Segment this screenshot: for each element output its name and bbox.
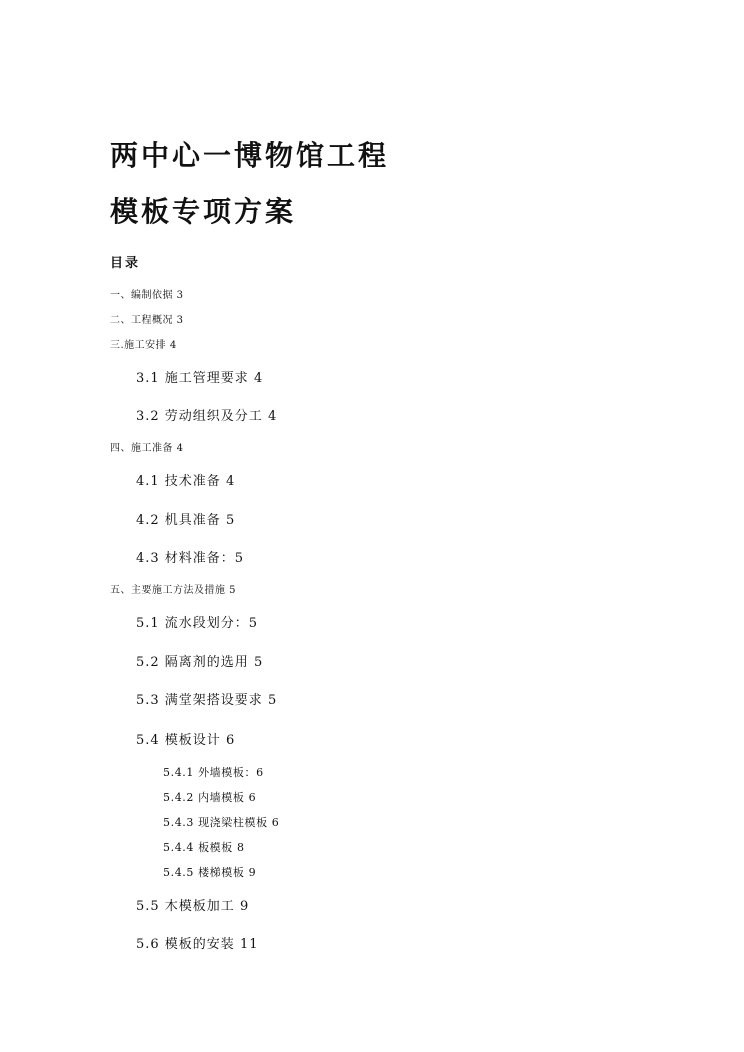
toc-entry[interactable]: 5.6 模板的安装 11 (136, 937, 259, 952)
toc-entry[interactable]: 5.4.5 楼梯模板 9 (163, 866, 257, 879)
toc-entry[interactable]: 一、编制依据 3 (110, 290, 184, 301)
toc-entry[interactable]: 3.1 施工管理要求 4 (136, 371, 264, 386)
toc-entry[interactable]: 4.2 机具准备 5 (136, 513, 236, 528)
toc-entry[interactable]: 三.施工安排 4 (110, 340, 177, 351)
toc-entry[interactable]: 3.2 劳动组织及分工 4 (136, 409, 278, 424)
toc-entry[interactable]: 5.1 流水段划分：5 (136, 616, 259, 631)
toc-entry[interactable]: 5.3 满堂架搭设要求 5 (136, 693, 278, 708)
toc-entry[interactable]: 四、施工准备 4 (110, 443, 184, 454)
toc-entry[interactable]: 4.3 材料准备：5 (136, 551, 245, 566)
toc-entry[interactable]: 5.4.3 现浇梁柱模板 6 (163, 816, 280, 829)
toc-entry[interactable]: 5.4.2 内墙模板 6 (163, 791, 257, 804)
toc-entry[interactable]: 5.5 木模板加工 9 (136, 899, 250, 914)
toc-entry[interactable]: 5.2 隔离剂的选用 5 (136, 655, 264, 670)
toc-heading: 目录 (110, 256, 141, 271)
toc-entry[interactable]: 5.4 模板设计 6 (136, 733, 236, 748)
toc-entry[interactable]: 5.4.1 外墙模板：6 (163, 766, 264, 779)
toc-entry[interactable]: 5.4.4 板模板 8 (163, 841, 245, 854)
toc-entry[interactable]: 4.1 技术准备 4 (136, 474, 236, 489)
toc-entry[interactable]: 二、工程概况 3 (110, 315, 184, 326)
document-title-line-1: 两中心一博物馆工程 (110, 139, 390, 172)
document-title-line-2: 模板专项方案 (110, 195, 297, 228)
toc-entry[interactable]: 五、主要施工方法及措施 5 (110, 585, 237, 596)
